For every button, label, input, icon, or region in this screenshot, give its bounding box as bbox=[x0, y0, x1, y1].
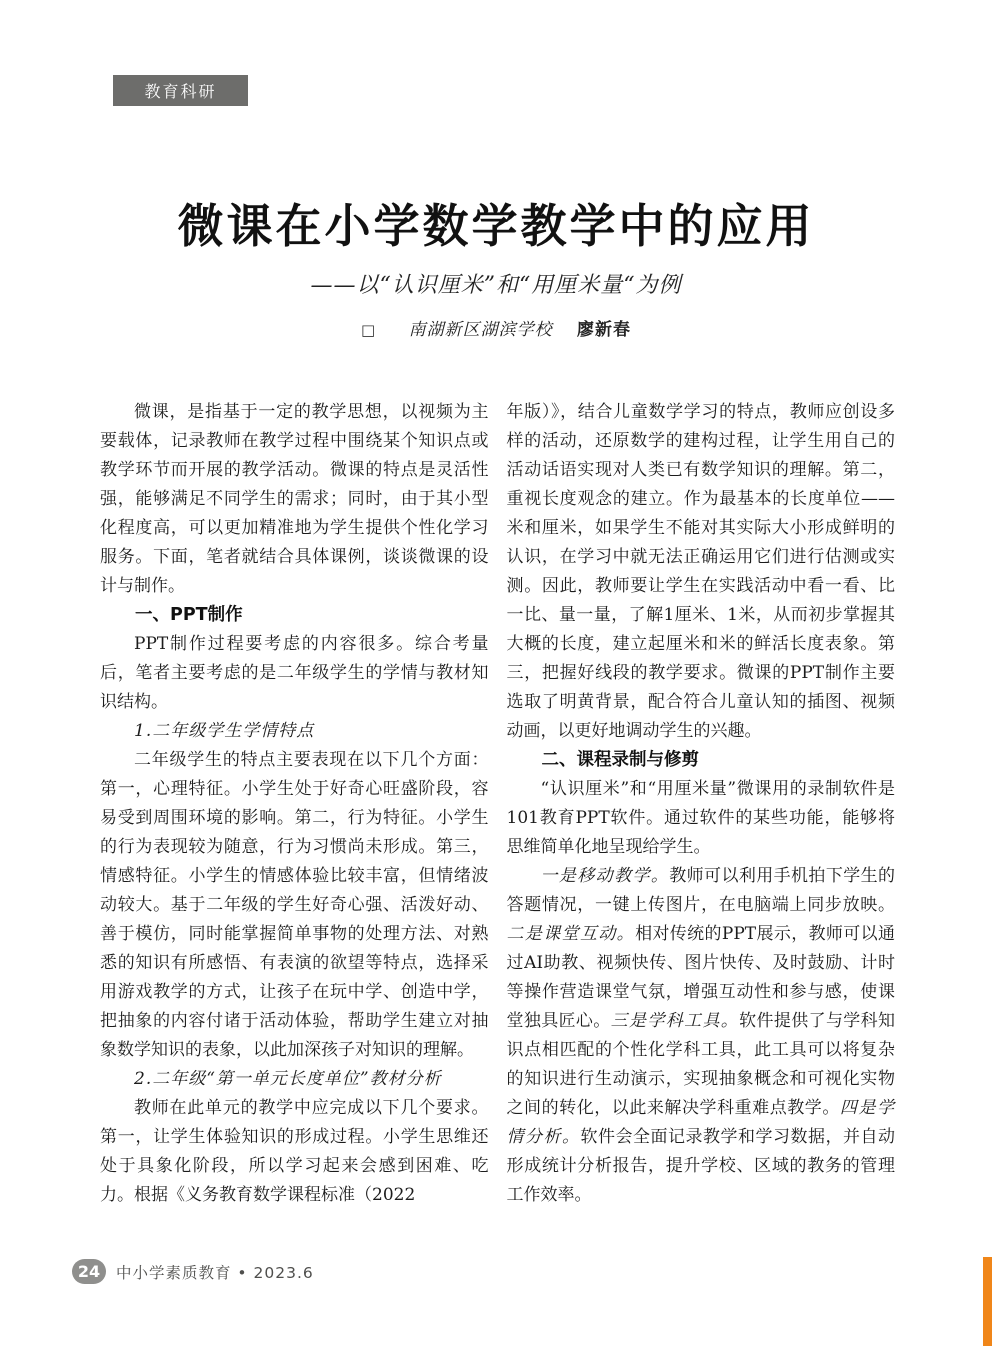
paragraph: PPT制作过程要考虑的内容很多。综合考量后，笔者主要考虑的是二年级学生的学情与教材知识结构。 bbox=[100, 634, 489, 712]
page-number-badge: 24 bbox=[72, 1259, 106, 1284]
journal-info: 中小学素质教育 • 2023.6 bbox=[116, 1263, 314, 1282]
emphasis-segment: 二是课堂互动。 bbox=[506, 924, 636, 944]
paragraph: 教师在此单元的教学中应完成以下几个要求。第一，让学生体验知识的形成过程。小学生思维还处于具象化阶段，所以学习起来会感到困难、吃力。根据《义务教育数学课程标准（2022 bbox=[100, 1098, 489, 1205]
emphasis-segment: 四是学情分析。 bbox=[506, 1098, 896, 1147]
text-segment: 软件提供了与学科知识点相匹配的个性化学科工具，此工具可以将复杂的知识进行生动演示，实现抽象概念和可视化实物之间的转化，以此来解决学科重难点教学。 bbox=[506, 1011, 896, 1118]
section-heading-1: 一、PPT制作 bbox=[135, 605, 243, 625]
left-column bbox=[100, 398, 489, 1210]
author-affiliation: 南湖新区湖滨学校 bbox=[408, 320, 553, 340]
paragraph-mixed bbox=[507, 862, 896, 1210]
right-column bbox=[507, 398, 896, 1210]
category-badge: 教育科研 bbox=[113, 75, 248, 106]
paragraph: “认识厘米”和“用厘米量”微课用的录制软件是101教育PPT软件。通过软件的某些功能，能够将思维简单化地呈现给学生。 bbox=[506, 779, 895, 857]
article-subtitle: ——以“认识厘米”和“用厘米量“为例 bbox=[310, 273, 682, 298]
edge-color-tab bbox=[983, 1257, 992, 1346]
emphasis-segment: 一是移动教学。 bbox=[540, 866, 670, 886]
text-segment: 教师可以利用手机拍下学生的答题情况，一键上传图片，在电脑端上同步放映。 bbox=[506, 866, 896, 915]
section-heading-2: 二、课程录制与修剪 bbox=[541, 750, 699, 770]
title-block bbox=[0, 198, 992, 340]
article-title: 微课在小学数学教学中的应用 bbox=[177, 199, 815, 253]
paragraph-continued: 年版）》，结合儿童数学学习的特点，教师应创设多样的活动，还原数学的建构过程，让学生用自己的活动话语实现对人类已有数学知识的理解。第二，重视长度观念的建立。作为最基本的长度单位——米和厘米，如果学生不能对其实际大小形成鲜明的认识，在学习中就无法正确运用它们进行估测或实测。因此，教师要让学生在实践活动中看一看、比一比、量一量，了解1厘米、1米，从而初步掌握其大概的长度，建立起厘米和米的鲜活长度表象。第三，把握好线段的教学要求。微课的PPT制作主要选取了明黄背景，配合符合儿童认知的插图、视频动画，以更好地调动学生的兴趣。 bbox=[506, 402, 895, 741]
author-name: 廖新春 bbox=[577, 320, 631, 340]
emphasis-segment: 三是学科工具。 bbox=[610, 1011, 740, 1031]
author-square-marker-icon: □ bbox=[361, 321, 377, 339]
paragraph: 二年级学生的特点主要表现在以下几个方面：第一，心理特征。小学生处于好奇心旺盛阶段，容易受到周围环境的影响。第二，行为特征。小学生的行为表现较为随意，行为习惯尚未形成。第三，情感特征。小学生的情感体验比较丰富，但情绪波动较大。基于二年级的学生好奇心强、活泼好动、善于模仿，同时能掌握简单事物的处理方法、对熟悉的知识有所感悟、有表演的欲望等特点，选择采用游戏教学的方式，让孩子在玩中学、创造中学，把抽象的内容付诸于活动体验，帮助学生建立对抽象数学知识的表象，以此加深孩子对知识的理解。 bbox=[100, 750, 489, 1060]
article-body bbox=[100, 398, 895, 1210]
subsection-heading-2: 2.二年级“第一单元长度单位”教材分析 bbox=[134, 1069, 442, 1089]
subsection-heading-1: 1.二年级学生学情特点 bbox=[134, 721, 315, 741]
paragraph: 微课，是指基于一定的教学思想，以视频为主要载体，记录教师在教学过程中围绕某个知识点或教学环节而开展的教学活动。微课的特点是灵活性强，能够满足不同学生的需求；同时，由于其小型化程度高，可以更加精准地为学生提供个性化学习服务。下面，笔者就结合具体课例，谈谈微课的设计与制作。 bbox=[100, 402, 489, 596]
text-segment: 软件会全面记录教学和学习数据，并自动形成统计分析报告，提升学校、区域的教务的管理工作效率。 bbox=[506, 1127, 895, 1205]
author-line bbox=[0, 315, 992, 340]
text-segment: 相对传统的PPT展示，教师可以通过AI助教、视频快传、图片快传、及时鼓励、计时等操作营造课堂气氛，增强互动性和参与感，使课堂独具匠心。 bbox=[506, 924, 896, 1031]
page-footer bbox=[72, 1259, 314, 1284]
